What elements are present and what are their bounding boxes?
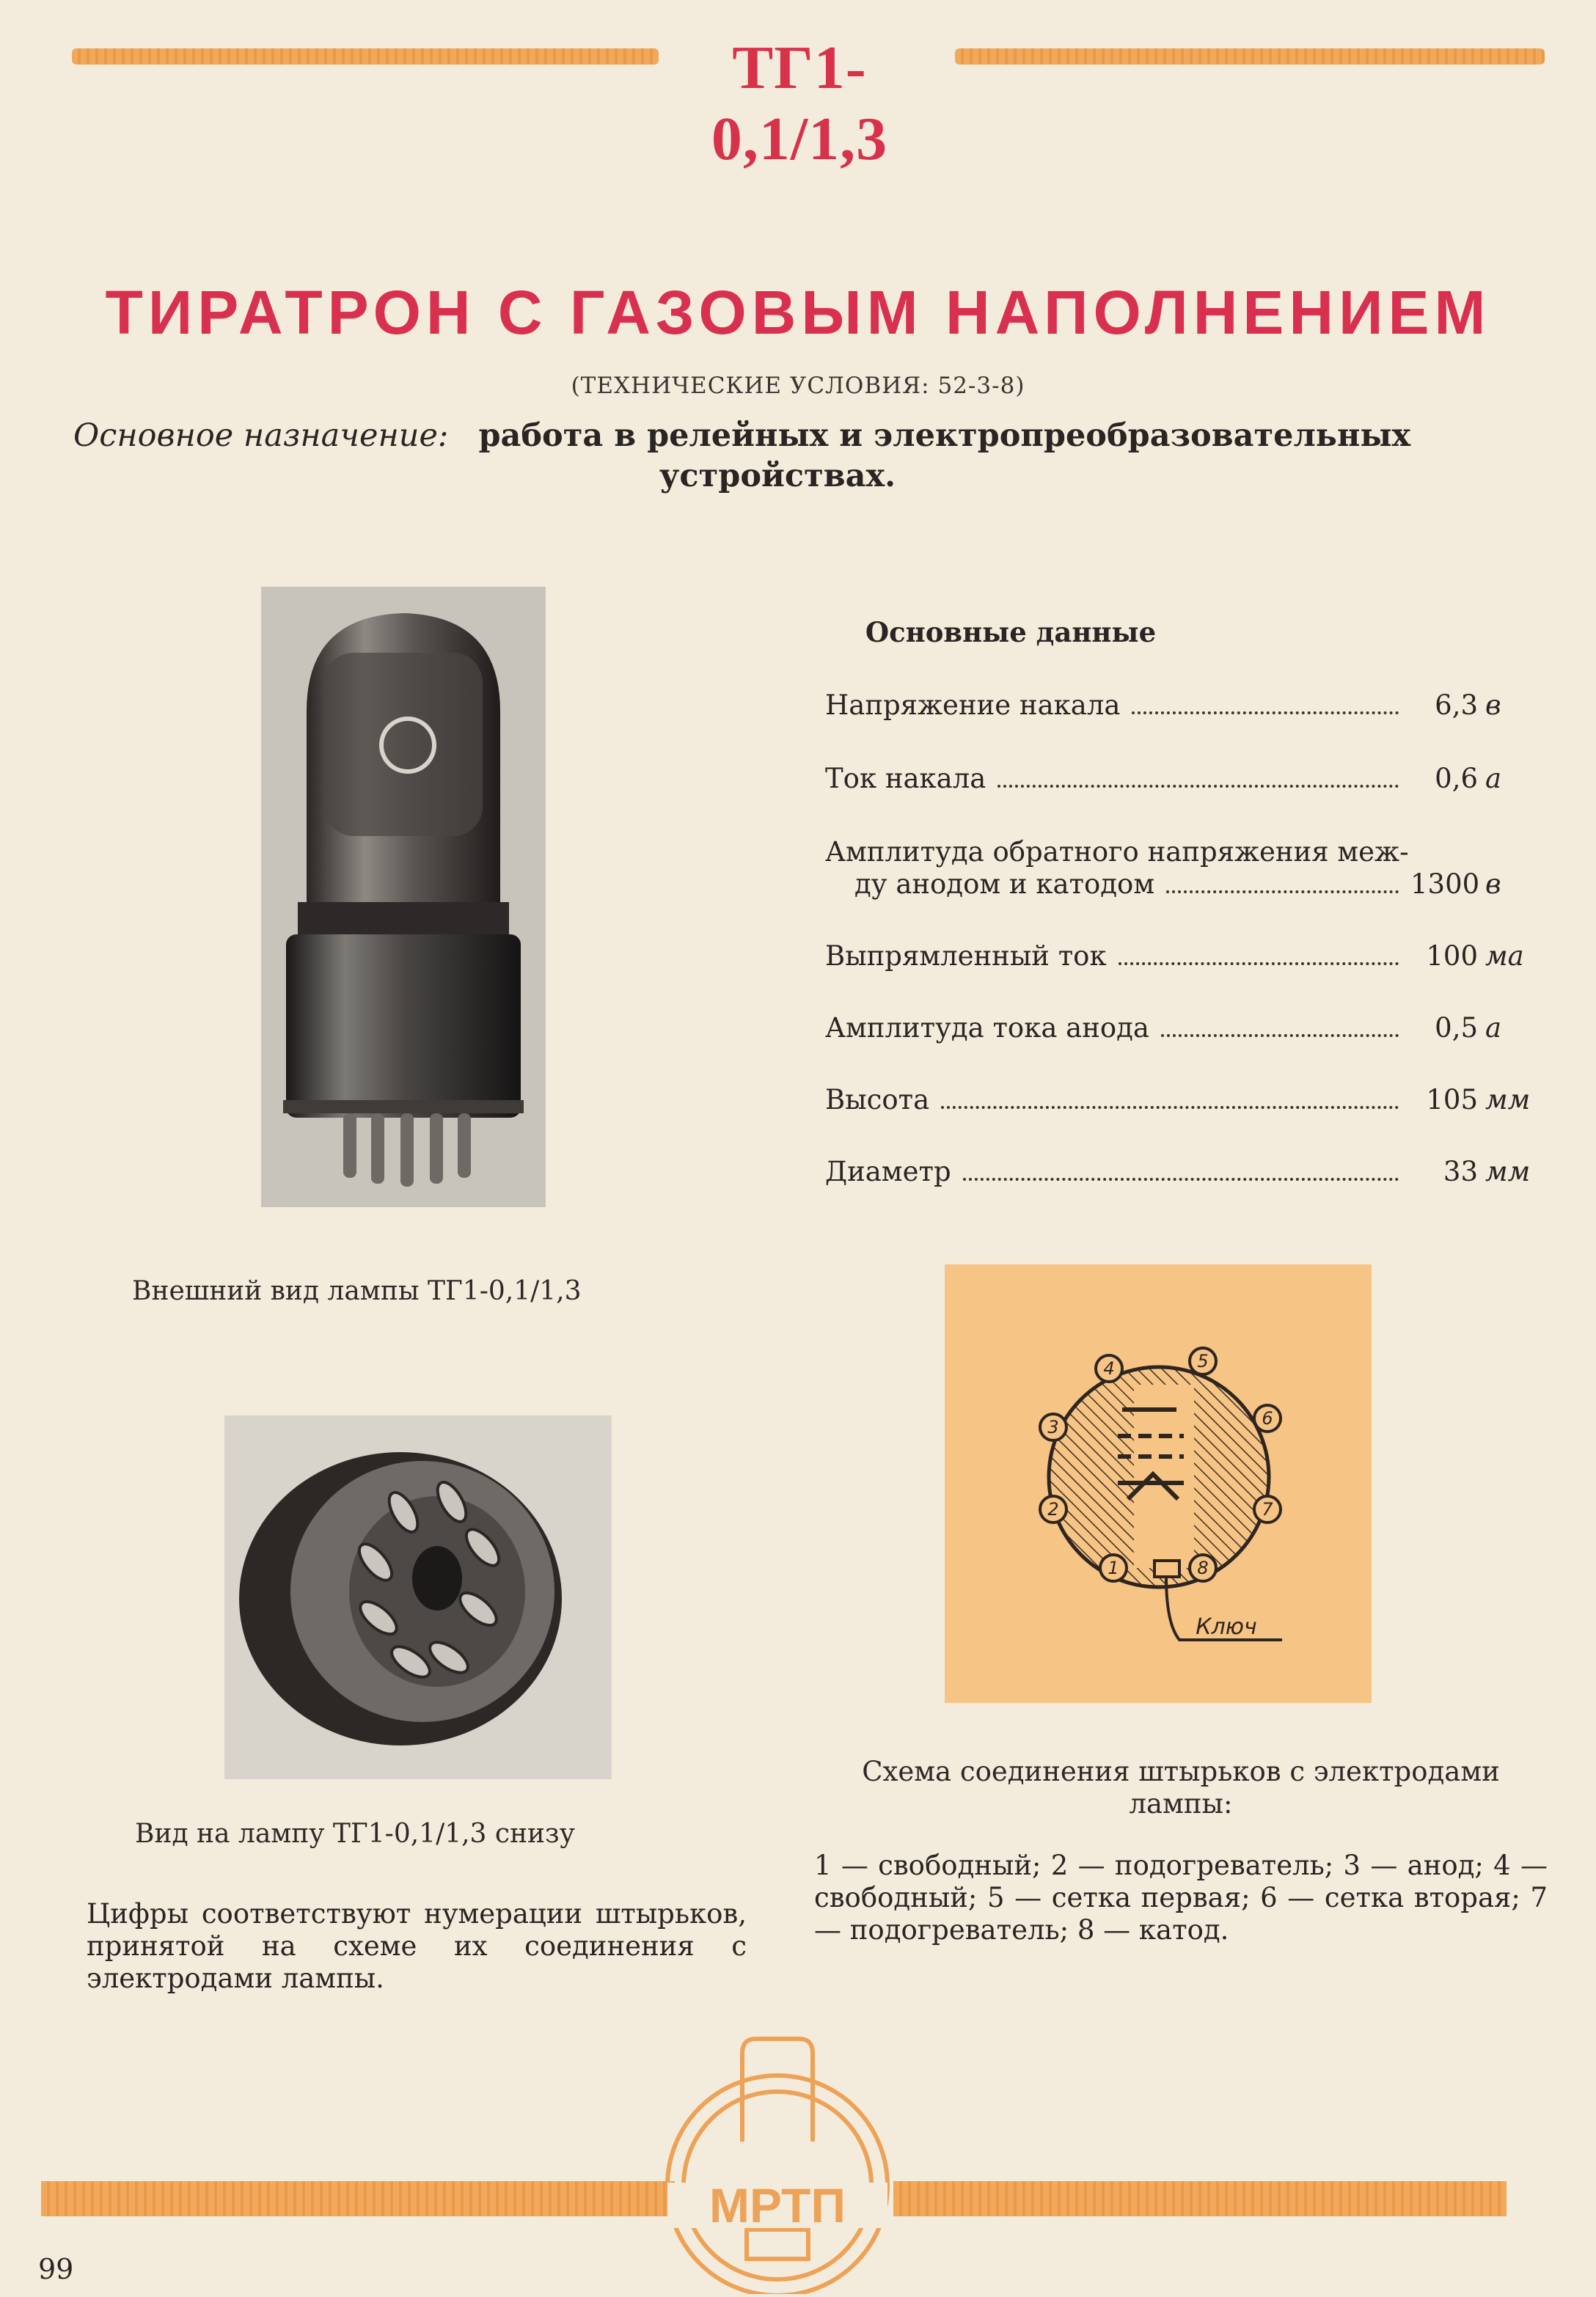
header-stripe-right (955, 48, 1545, 65)
data-row (825, 868, 1529, 901)
data-value: 1300 (1410, 868, 1480, 900)
data-row (825, 1156, 1529, 1188)
tube-photo (261, 587, 546, 1207)
scheme-caption: Схема соединения штырьков с электродами лампы: (862, 1756, 1500, 1820)
header-stripe-left (72, 48, 659, 65)
pin-diagram (945, 1264, 1372, 1703)
data-value: 100 (1426, 940, 1478, 972)
logo-text: МРТП (709, 2178, 846, 2232)
pin-legend: 1 — свободный; 2 — подогреватель; 3 — анод; 4 — свободный; 5 — сетка первая; 6 — сетка вторая; 7 — подогреватель; 8 — катод. (814, 1850, 1548, 1946)
technical-conditions: (ТЕХНИЧЕСКИЕ УСЛОВИЯ: 52-3-8) (571, 373, 1025, 399)
data-row (825, 940, 1529, 972)
data-label: Напряжение накала (825, 689, 1121, 721)
data-row (825, 1084, 1529, 1116)
pin-label-5: 5 (1197, 1351, 1209, 1371)
footer-stripe-right (893, 2181, 1507, 2216)
data-unit: а (1485, 763, 1502, 794)
data-unit: ма (1485, 940, 1524, 972)
data-value: 33 (1443, 1156, 1478, 1187)
mrtp-logo (660, 2010, 895, 2294)
data-unit: а (1485, 1012, 1502, 1044)
pin-label-3: 3 (1047, 1417, 1059, 1437)
data-label: Диаметр (825, 1156, 951, 1187)
data-value: 6,3 (1435, 689, 1478, 721)
data-unit: мм (1485, 1084, 1531, 1115)
purpose-label: Основное назначение: (73, 417, 449, 454)
data-row (825, 689, 1529, 722)
data-unit: в (1485, 689, 1501, 721)
data-label-line1: Амплитуда обратного напряжения меж- (825, 836, 1409, 868)
tube-base-illustration (224, 1415, 612, 1779)
page-number: 99 (38, 2253, 74, 2285)
tube-illustration (261, 587, 546, 1207)
tube-base-photo (224, 1415, 612, 1779)
data-label: Выпрямленный ток (825, 940, 1107, 972)
purpose-text: работа в релейных и электропреобразовательных (478, 417, 1411, 454)
data-unit: мм (1485, 1156, 1531, 1187)
pin-label-8: 8 (1197, 1558, 1209, 1578)
data-label: Амплитуда тока анода (825, 1012, 1149, 1044)
data-label: ду анодом и катодом (854, 868, 1155, 900)
data-unit: в (1485, 868, 1501, 900)
footer-stripe-left (41, 2181, 675, 2216)
pin-label-4: 4 (1103, 1358, 1115, 1379)
model-code: ТГ1-0,1/1,3 (711, 34, 888, 173)
pin-label-2: 2 (1047, 1499, 1059, 1520)
mrtp-logo-svg (660, 2010, 895, 2294)
pin-label-1: 1 (1108, 1558, 1119, 1578)
purpose-line (73, 415, 1482, 456)
data-label: Ток накала (825, 763, 986, 794)
data-row (825, 763, 1529, 795)
key-label: Ключ (1196, 1614, 1257, 1640)
tube-photo-caption: Внешний вид лампы ТГ1-0,1/1,3 (132, 1276, 582, 1306)
pin-label-7: 7 (1262, 1499, 1273, 1520)
data-value: 0,5 (1435, 1012, 1478, 1044)
data-value: 0,6 (1435, 763, 1478, 794)
tube-base-caption: Вид на лампу ТГ1-0,1/1,3 снизу (135, 1819, 575, 1849)
pin-label-6: 6 (1262, 1408, 1273, 1429)
basic-data-title: Основные данные (865, 616, 1157, 648)
purpose-text-cont: устройствах. (659, 458, 896, 494)
data-value: 105 (1426, 1084, 1478, 1115)
data-label: Высота (825, 1084, 930, 1115)
page-title: ТИРАТРОН С ГАЗОВЫМ НАПОЛНЕНИЕМ (105, 278, 1491, 347)
data-row (825, 1012, 1529, 1044)
pin-diagram-svg (945, 1264, 1372, 1703)
pin-note: Цифры соответствуют нумерации штырьков, принятой на схеме их соединения с электродами лампы. (87, 1898, 747, 1994)
